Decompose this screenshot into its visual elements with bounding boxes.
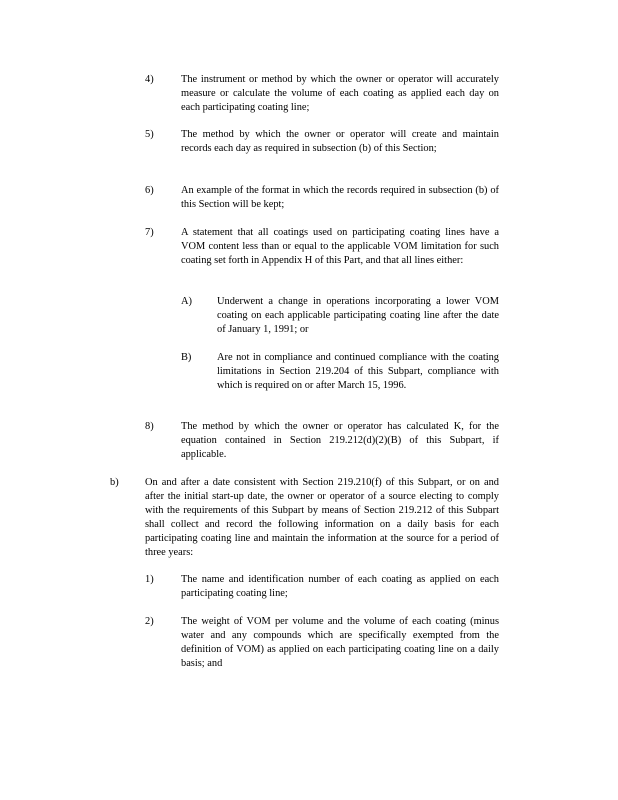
item-number: 5) xyxy=(145,129,154,140)
item-number: 8) xyxy=(145,421,154,432)
item-text: A statement that all coatings used on participating coating lines have a VOM content less than or equal to the applicable VOM limitation for such coating set forth in Appendix H of this Part, and that all lines either: xyxy=(181,227,499,266)
item-number: 6) xyxy=(145,185,154,196)
item-text: Underwent a change in operations incorporating a lower VOM coating on each applicable participating coating line after the date of January 1, 1991; or xyxy=(217,296,499,335)
item-number: 1) xyxy=(145,574,154,585)
item-letter: B) xyxy=(181,352,192,363)
item-text: The instrument or method by which the owner or operator will accurately measure or calculate the volume of each coating as applied each day on each participating coating line; xyxy=(181,74,499,113)
item-number: 2) xyxy=(145,616,154,627)
section-text: On and after a date consistent with Section 219.210(f) of this Subpart, or on and after the initial start-up date, the owner or operator of a source electing to comply with the requirements of this Subpart by means of Section 219.212 of this Subpart shall collect and record the following information on a daily basis for each participating coating line and maintain the information at the source for a period of three years: xyxy=(145,477,499,558)
item-text: An example of the format in which the records required in subsection (b) of this Section will be kept; xyxy=(181,185,499,210)
item-text: The method by which the owner or operator has calculated K, for the equation contained in Section 219.212(d)(2)(B) of this Subpart, if applicable. xyxy=(181,421,499,460)
section-letter: b) xyxy=(110,477,119,488)
item-letter: A) xyxy=(181,296,192,307)
item-number: 4) xyxy=(145,74,154,85)
item-number: 7) xyxy=(145,227,154,238)
item-text: The name and identification number of each coating as applied on each participating coating line; xyxy=(181,574,499,599)
item-text: Are not in compliance and continued compliance with the coating limitations in Section 219.204 of this Subpart, compliance with which is required on or after March 15, 1996. xyxy=(217,352,499,391)
item-text: The weight of VOM per volume and the volume of each coating (minus water and any compounds which are specifically exempted from the definition of VOM) as applied on each participating coating line on a daily basis; and xyxy=(181,616,499,669)
item-text: The method by which the owner or operator will create and maintain records each day as required in subsection (b) of this Section; xyxy=(181,129,499,154)
